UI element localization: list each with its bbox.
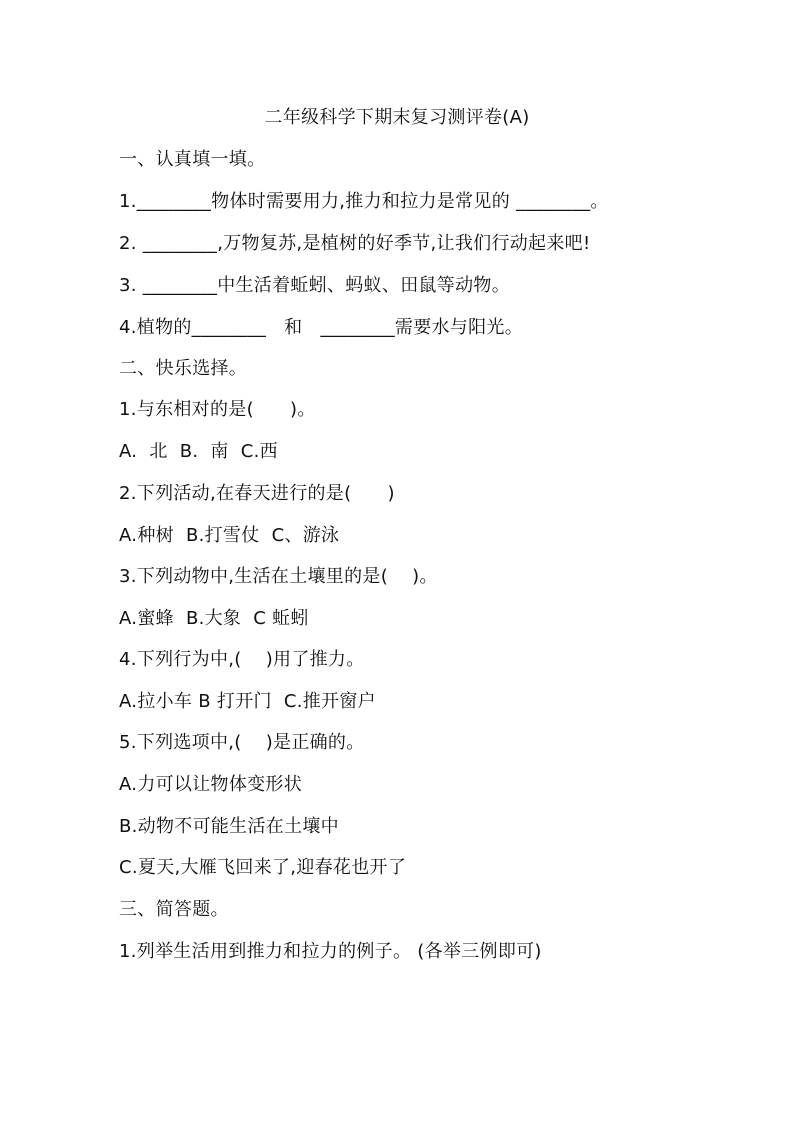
short-answer-question-1: 1.列举生活用到推力和拉力的例子。 (各举三例即可) <box>119 941 542 962</box>
choice-question-5-option-a: A.力可以让物体变形状 <box>119 774 303 795</box>
fill-blank-question-1: 1.________物体时需要用力,推力和拉力是常见的 ________。 <box>119 191 609 212</box>
fill-blank-question-2: 2. ________,万物复苏,是植树的好季节,让我们行动起来吧! <box>119 233 591 254</box>
section-1-heading: 一、认真填一填。 <box>119 149 266 170</box>
choice-question-5-option-c: C.夏天,大雁飞回来了,迎春花也开了 <box>119 857 407 878</box>
choice-question-3: 3.下列动物中,生活在土壤里的是( )。 <box>119 566 438 587</box>
section-2-heading: 二、快乐选择。 <box>119 358 248 379</box>
fill-blank-question-4: 4.植物的________ 和 ________需要水与阳光。 <box>119 317 524 338</box>
choice-question-5-option-b: B.动物不可能生活在土壤中 <box>119 816 339 837</box>
page-title: 二年级科学下期末复习测评卷(A) <box>264 107 530 128</box>
choice-question-2: 2.下列活动,在春天进行的是( ) <box>119 483 395 504</box>
choice-question-4-options: A.拉小车 B 打开门 C.推开窗户 <box>119 691 376 712</box>
choice-question-5: 5.下列选项中,( )是正确的。 <box>119 732 365 753</box>
section-3-heading: 三、简答题。 <box>119 899 229 920</box>
choice-question-3-options: A.蜜蜂 B.大象 C 蚯蚓 <box>119 608 309 629</box>
choice-question-2-options: A.种树 B.打雪仗 C、游泳 <box>119 525 340 546</box>
choice-question-4: 4.下列行为中,( )用了推力。 <box>119 649 365 670</box>
choice-question-1: 1.与东相对的是( )。 <box>119 399 316 420</box>
fill-blank-question-3: 3. ________中生活着蚯蚓、蚂蚁、田鼠等动物。 <box>119 275 510 296</box>
choice-question-1-options: A. 北 B. 南 C.西 <box>119 441 278 462</box>
